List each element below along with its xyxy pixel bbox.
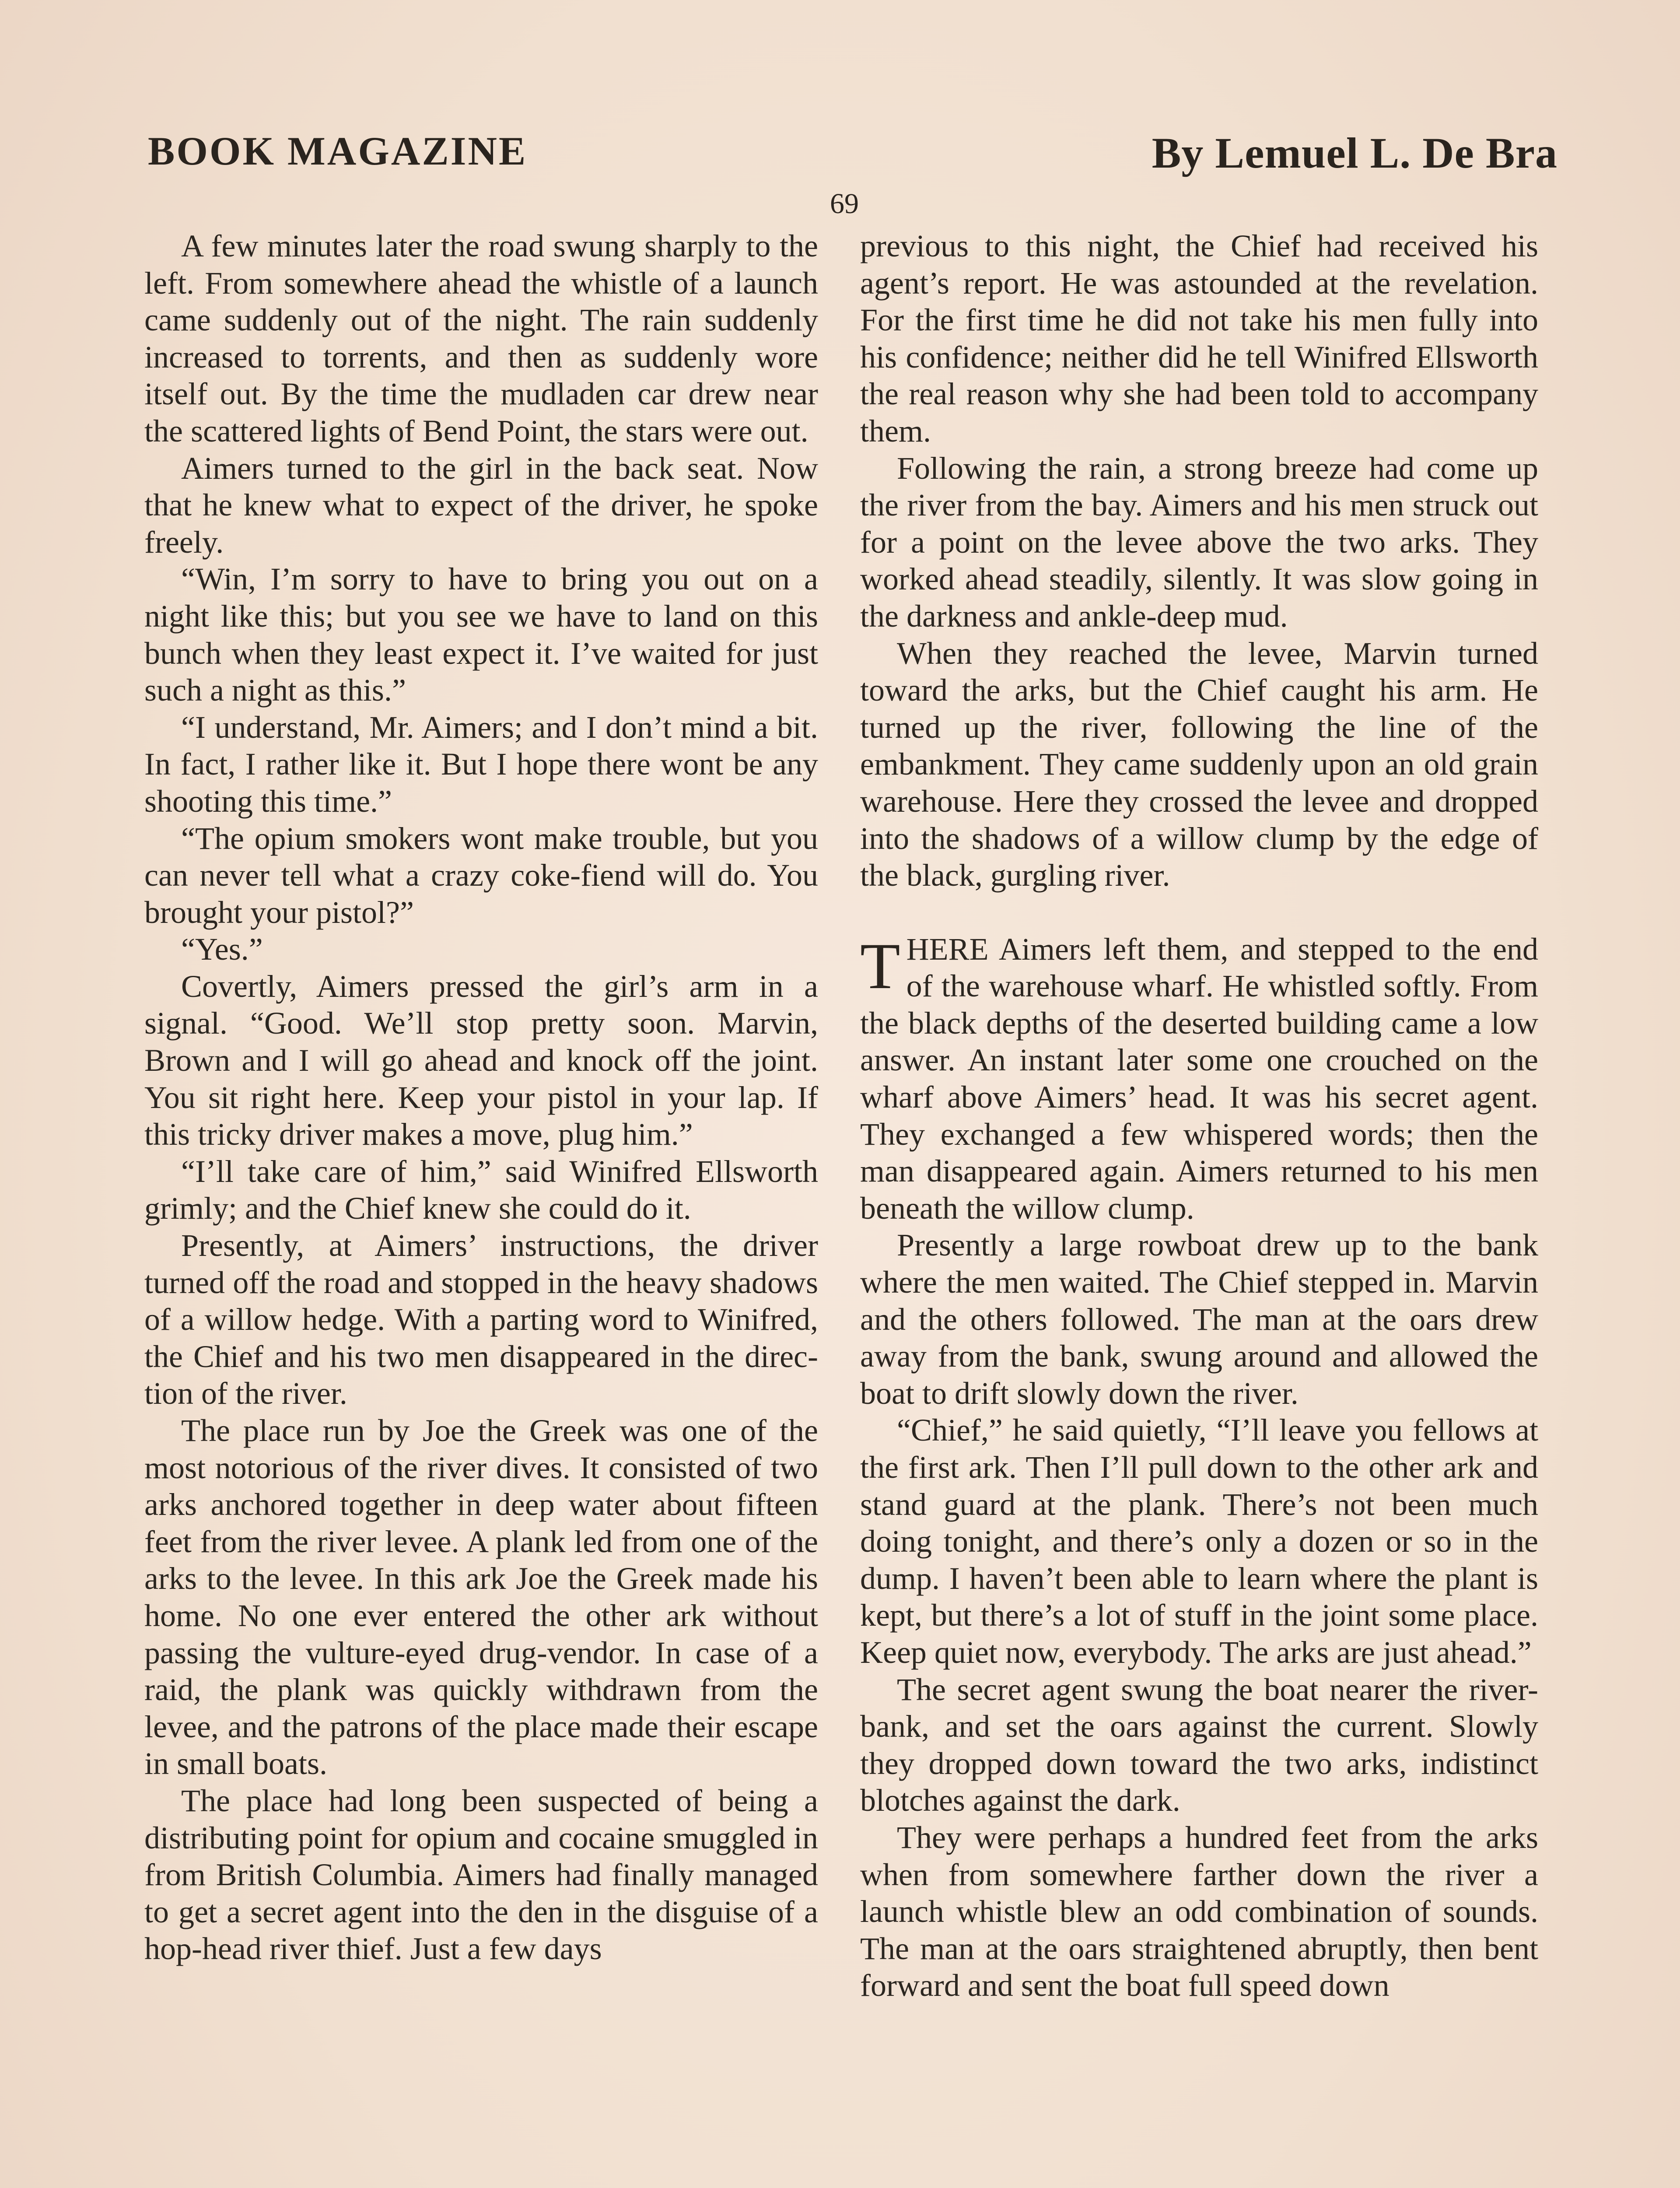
paragraph: Presently, at Aimers’ instructions, the driver turned off the road and stopped in the heavy shadows of a willow hedge. With a parting word to Winifred, the Chief and his two men disappeared in the direction of the river. xyxy=(144,1228,818,1411)
left-column xyxy=(144,228,818,1967)
section-opening-paragraph xyxy=(860,931,1538,1227)
paragraph-continuation: previous to this night, the Chief had received his agent’s report. He was astounded at the revelation. For the first time he did not take his men fully into his confidence; neither did he tell Winifred Ellsworth the real reason why she had been told to accompany them. xyxy=(860,228,1538,449)
paragraph: “Win, I’m sorry to have to bring you out on a night like this; but you see we have to land on this bunch when they least expect it. I’ve waited for just such a night as this.” xyxy=(144,561,818,708)
paragraph: Covertly, Aimers pressed the girl’s arm in a signal. “Good. We’ll stop pretty soon. Marvin, Brown and I will go ahead and knock off the joint. You sit right here. Keep your pistol in your lap. If this tricky driver makes a move, plug him.” xyxy=(144,968,818,1152)
paragraph: When they reached the levee, Marvin turned toward the arks, but the Chief caught his arm. He turned up the river, following the line of the embankment. They came suddenly upon an old grain warehouse. Here they crossed the levee and dropped into the shadows of a willow clump by the edge of the black, gurgling river. xyxy=(860,635,1538,893)
author-byline: By Lemuel L. De Bra xyxy=(1152,129,1558,177)
section-opening-text: HERE Aimers left them, and stepped to the end of the warehouse wharf. He whistled softly. From the black depths of the deserted building came a low answer. An instant later some one crouched on the wharf above Aimers’ head. It was his secret agent. They exchanged a few whispered words; then the man disappeared again. Aimers returned to his men beneath the willow clump. xyxy=(860,931,1538,1226)
paragraph: Presently a large rowboat drew up to the bank where the men waited. The Chief stepped in. Marvin and the others followed. The man at the oars drew away from the bank, swung around and allowed the boat to drift slowly down the river. xyxy=(860,1227,1538,1411)
page-number: 69 xyxy=(830,188,859,220)
paragraph: “I’ll take care of him,” said Winifred Ellsworth grimly; and the Chief knew she could do it. xyxy=(144,1154,818,1226)
paragraph: “Chief,” he said quietly, “I’ll leave you fellows at the first ark. Then I’ll pull down to the other ark and stand guard at the plank. There’s not been much doing tonight, and there’s only a dozen or so in the dump. I haven’t been able to learn where the plant is kept, but there’s a lot of stuff in the joint some place. Keep quiet now, everybody. The arks are just ahead.” xyxy=(860,1413,1538,1670)
paragraph: Aimers turned to the girl in the back seat. Now that he knew what to expect of the driver, he spoke freely. xyxy=(144,450,818,560)
paragraph: The place had long been suspected of being a distributing point for opium and cocaine smuggled in from British Columbia. Aimers had finally managed to get a secret agent into the den in the disguise of a hop-head river thief. Just a few days xyxy=(144,1783,818,1967)
paragraph: “Yes.” xyxy=(181,932,263,967)
paragraph: “I understand, Mr. Aimers; and I don’t mind a bit. In fact, I rather like it. But I hope there wont be any shooting this time.” xyxy=(144,709,818,819)
paragraph: A few minutes later the road swung sharply to the left. From somewhere ahead the whistle of a launch came suddenly out of the night. The rain suddenly increased to torrents, and then as suddenly wore itself out. By the time the mudladen car drew near the scattered lights of Bend Point, the stars were out. xyxy=(144,228,818,449)
paragraph: The secret agent swung the boat nearer the river-bank, and set the oars against the current. Slowly they dropped down toward the two arks, indistinct blotches against the dark. xyxy=(860,1672,1538,1818)
paragraph: Following the rain, a strong breeze had come up the river from the bay. Aimers and his men struck out for a point on the levee above the two arks. They worked ahead steadily, silently. It was slow going in the darkness and ankle-deep mud. xyxy=(860,450,1538,634)
right-column xyxy=(860,228,1538,2004)
paragraph: The place run by Joe the Greek was one of the most notorious of the river dives. It consisted of two arks anchored together in deep water about fifteen feet from the river levee. A plank led from one of the arks to the levee. In this ark Joe the Greek made his home. No one ever entered the other ark without passing the vulture-eyed drug-vendor. In case of a raid, the plank was quickly withdrawn from the levee, and the patrons of the place made their escape in small boats. xyxy=(144,1413,818,1781)
magazine-title: BOOK MAGAZINE xyxy=(148,129,528,173)
paragraph: They were perhaps a hundred feet from the arks when from somewhere farther down the river a launch whistle blew an odd combination of sounds. The man at the oars straightened abruptly, then bent forward and sent the boat full speed down xyxy=(860,1820,1538,2003)
drop-cap-letter: T xyxy=(860,929,900,1003)
paragraph: “The opium smokers wont make trouble, but you can never tell what a crazy coke-fiend will do. You brought your pistol?” xyxy=(144,820,818,930)
